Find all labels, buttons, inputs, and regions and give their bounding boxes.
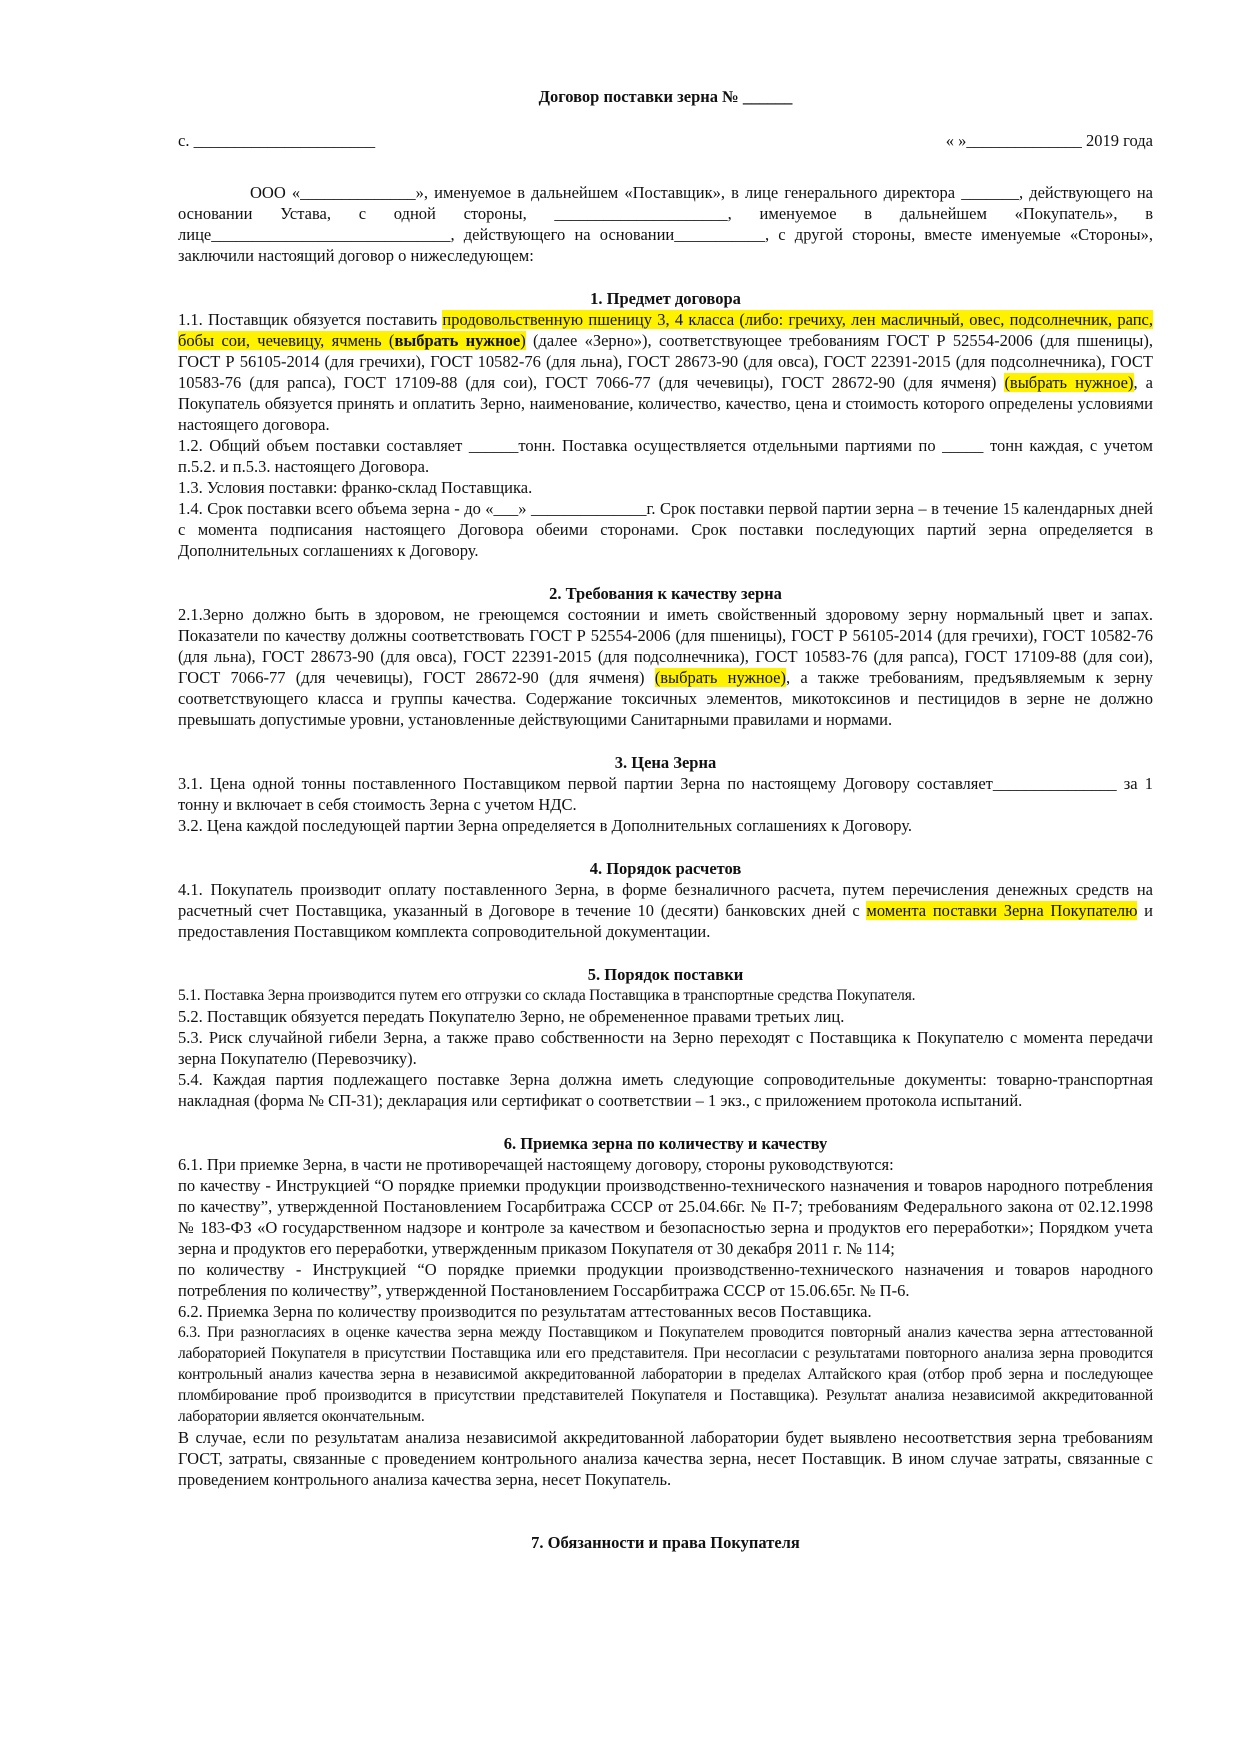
section-title: 5. Порядок поставки [587,965,744,984]
clause-text: 1.1. Поставщик обязуется поставить [178,310,443,329]
clause-text: 4.1. Покупатель производит оплату поставленного Зерна, в форме безналичного расчета, путем перечисления денежных средств на расчетный счет Поставщика, указанный в Договоре в течение 10 (десяти) банковских дней с [178,880,1153,920]
date-field: « »______________ 2019 года [945,131,1153,150]
clause-6-3: 6.3. При разногласиях в оценке качества зерна между Поставщиком и Покупателем проводится повторный анализ качества зерна аттестованной лабораторией Покупателя в присутствии Поставщика или его представителя. При несогласии с результатами повторного анализа зерна проводится контрольный анализ качества зерна в независимой аккредитованной лаборатории в пределах Алтайского края (отбор проб зерна и последующее пломбирование проб производится в присутствии представителей Покупателя и Поставщика). Результат анализа независимой аккредитованной лаборатории является окончательным. [178,1324,1153,1425]
clause-5-4: 5.4. Каждая партия подлежащего поставке Зерна должна иметь следующие сопроводительные документы: товарно-транспортная накладная (форма № СП-31); декларация или сертификат о соответствии – 1 экз., с приложением протокола испытаний. [178,1070,1153,1110]
clause-2-1 [178,604,1153,730]
clause-5-1: 5.1. Поставка Зерна производится путем его отгрузки со склада Поставщика в транспортные средства Покупателя. [178,987,916,1004]
clause-6-2: 6.2. Приемка Зерна по количеству производится по результатам аттестованных весов Поставщика. [178,1302,872,1321]
section-acceptance [178,1133,1153,1490]
clause-text: и предоставления Поставщиком комплекта сопроводительной документации. [178,901,1153,941]
clause-3-2: 3.2. Цена каждой последующей партии Зерна определяется в Дополнительных соглашениях к Договору. [178,816,913,835]
clause-6-costs: В случае, если по результатам анализа независимой аккредитованной лаборатории будет выявлено несоответствия зерна требованиям ГОСТ, затраты, связанные с проведением контрольного анализа качества зерна, несет Поставщик. В ином случае затраты, связанные с проведением контрольного анализа качества зерна, несет Покупатель. [178,1428,1153,1489]
section-title: 6. Приемка зерна по количеству и качеству [503,1134,828,1153]
section-title: 7. Обязанности и права Покупателя [531,1533,800,1552]
section-title: 3. Цена Зерна [614,753,717,772]
highlight-part: ) [520,331,526,350]
clause-1-3: 1.3. Условия поставки: франко-склад Поставщика. [178,478,533,497]
section-price [178,752,1153,836]
clause-5-2: 5.2. Поставщик обязуется передать Покупателю Зерно, не обремененное правами третьих лиц. [178,1007,845,1026]
clause-5-3: 5.3. Риск случайной гибели Зерна, а также право собственности на Зерно переходят с Поставщика к Покупателю с момента передачи зерна Покупателю (Перевозчику). [178,1028,1153,1068]
clause-6-1: 6.1. При приемке Зерна, в части не противоречащей настоящему договору, стороны руководствуются: [178,1155,894,1174]
intro-text: ООО «______________», именуемое в дальнейшем «Поставщик», в лице генерального директора _______, действующего на основании Устава, с одной стороны, _____________________, именуемое в дальнейшем «Покупатель», в лице_____________________________, действующего на основании___________, с другой стороны, вместе именуемые «Стороны», заключили настоящий договор о нижеследующем: [178,183,1153,265]
clause-text: , а также требованиям, предъявляемым к зерну соответствующего класса и группы качества. Содержание токсичных элементов, микотоксинов и пестицидов в зерне не должно превышать допустимые уровни, установленные действующими Санитарными правилами и нормами. [178,668,1153,729]
clause-text: (далее «Зерно»), соответствующее требованиям ГОСТ Р 52554-2006 (для пшеницы), ГОСТ Р 56105-2014 (для гречихи), ГОСТ 10582-76 (для льна), ГОСТ 28673-90 (для овса), ГОСТ 22391-2015 (для подсолнечника), ГОСТ 10583-76 (для рапса), ГОСТ 17109-88 (для сои), ГОСТ 7066-77 (для чечевицы), ГОСТ 28672-90 (для ячменя) [178,331,1154,392]
contract-page [178,86,1153,1553]
place-date-line [178,130,1153,151]
document-title: Договор поставки зерна № ______ [538,87,793,106]
section-payment [178,858,1153,942]
highlight-text: момента поставки Зерна Покупателю [866,901,1138,920]
section-buyer-rights [178,1532,1153,1553]
highlight-text: (выбрать нужное) [654,668,786,687]
clause-text: , а Покупатель обязуется принять и оплатить Зерно, наименование, количество, качество, цена и стоимость которого определены условиями настоящего договора. [178,373,1153,434]
section-title: 1. Предмет договора [590,289,741,308]
clause-6-quality: по качеству - Инструкцией “О порядке приемки продукции производственно-технического назначения и товаров народного потребления по качеству”, утвержденной Постановлением Госарбитража СССР от 25.04.66г. № П-7; требованиям Федерального закона от 02.12.1998 № 183-ФЗ «О государственном надзоре и контроле за качеством и безопасностью зерна и продуктов его переработки»; Порядком учета зерна и продуктов его переработки, утвержденным приказом Покупателя от 30 декабря 2011 г. № 114; [178,1176,1153,1258]
clause-4-1 [178,879,1153,942]
clause-3-1: 3.1. Цена одной тонны поставленного Поставщиком первой партии Зерна по настоящему Договору составляет_______________ за 1 тонну и включает в себя стоимость Зерна с учетом НДС. [178,774,1153,814]
highlight-text: (выбрать нужное) [1004,373,1134,392]
place-field: с. ______________________ [178,131,376,150]
clause-1-2: 1.2. Общий объем поставки составляет ______тонн. Поставка осуществляется отдельными партиями по _____ тонн каждая, с учетом п.5.2. и п.5.3. настоящего Договора. [178,436,1153,476]
highlight-part: продовольственную пшеницу 3, 4 класса (либо: гречиху, лен масличный, овес, подсолнечник, рапс, бобы сои, чечевицу, ячмень ( [178,310,1153,350]
section-delivery [178,964,1153,1111]
section-title: 4. Порядок расчетов [589,859,742,878]
clause-text: 2.1.Зерно должно быть в здоровом, не греющемся состоянии и иметь свойственный здоровому зерну нормальный цвет и запах. Показатели по качеству должны соответствовать ГОСТ Р 52554-2006 (для пшеницы), ГОСТ Р 56105-2014 (для гречихи), ГОСТ 10582-76 (для льна), ГОСТ 28673-90 (для овса), ГОСТ 22391-2015 (для подсолнечника), ГОСТ 10583-76 (для рапса), ГОСТ 17109-88 (для сои), ГОСТ 7066-77 (для чечевицы), ГОСТ 28672-90 (для ячменя) [178,605,1153,687]
highlight-bold: выбрать нужное [394,331,521,350]
section-subject [178,288,1153,561]
clause-6-quantity: по количеству - Инструкцией “О порядке приемки продукции производственно-технического назначения и товаров народного потребления по количеству”, утвержденной Постановлением Госсарбитража СССР от 15.06.65г. № П-6. [178,1260,1153,1300]
section-title: 2. Требования к качеству зерна [549,584,782,603]
section-quality [178,583,1153,730]
clause-1-4: 1.4. Срок поставки всего объема зерна - до «___» ______________г. Срок поставки первой партии зерна – в течение 15 календарных дней с момента подписания настоящего Договора обеими сторонами. Срок поставки последующих партий зерна определяется в Дополнительных соглашениях к Договору. [178,499,1153,560]
intro-paragraph [178,182,1153,266]
clause-1-1 [178,309,1153,435]
